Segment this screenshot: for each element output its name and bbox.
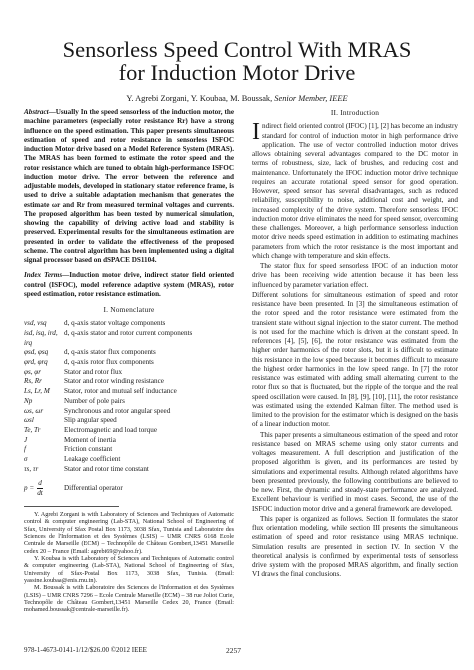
title-line-2: for Induction Motor Drive xyxy=(118,60,356,85)
nomenclature-description: Leakage coefficient xyxy=(64,455,121,464)
right-column xyxy=(252,108,458,580)
intro-paragraph-3: Different solutions for simultaneous estimation of speed and rotor resistance have been presented. In [3] the simultaneous estimation of the rotor speed and the rotor resistance were estimated from the transient state without signal injection to the stator current. The method is not used for the machine which is driven at the constant speed. In references [4], [5], [6], the rotor resistance was estimated from the higher order harmonics of the rotor slots, but it is difficult to estimate this resistance in the low speed because it becomes difficult to measure the highest order harmonics in the low speed range. In [7] the rotor resistance was estimated with adding small alternating current to the rotor flux so that is fluctuated, but the ripple of the torque and the real speed oscillation were caused. In [8], [9], [10], [11], the rotor resistance was estimated using the extended Kalman filter. The method used is limited to the provision for the estimator which is designed on the basis of a linear induction motor. xyxy=(252,290,458,429)
operator-description: Differential operator xyxy=(64,483,123,492)
nomenclature-symbol: ωs, ωr xyxy=(24,406,44,415)
nomenclature-symbol: Rs, Rr xyxy=(24,377,42,386)
nomenclature-description: Stator and rotor winding resistance xyxy=(64,377,164,386)
author-role: Senior Member, IEEE xyxy=(274,94,348,103)
operator-numerator: d xyxy=(37,479,43,489)
nomenclature-description: d, q-axis stator and rotor current components xyxy=(64,328,193,337)
nomenclature-symbol: f xyxy=(24,445,26,454)
nomenclature-symbol: ωsl xyxy=(24,416,34,425)
footnotes xyxy=(24,511,234,614)
paper-title xyxy=(0,38,474,84)
nomenclature-description: Stator and rotor flux xyxy=(64,367,123,376)
nomenclature-description: d, q-axis rotor flux components xyxy=(64,358,154,367)
nomenclature-row xyxy=(24,416,234,426)
nomenclature-heading: I. Nomenclature xyxy=(103,305,155,314)
nomenclature-description: Stator and rotor time constant xyxy=(64,464,149,473)
nomenclature-symbol: φrd, φrq xyxy=(24,358,48,367)
nomenclature-symbol: τs, τr xyxy=(24,464,39,473)
nomenclature-row xyxy=(24,465,234,475)
nomenclature-row xyxy=(24,397,234,407)
author-names: Y. Agrebi Zorgani, Y. Koubaa, M. Boussak, xyxy=(126,94,273,103)
nomenclature-row xyxy=(24,436,234,446)
introduction-heading: II. Introduction xyxy=(330,108,380,117)
intro-paragraph-1 xyxy=(252,119,458,261)
author-line xyxy=(0,94,474,103)
nomenclature-description: Number of pole pairs xyxy=(64,396,125,405)
nomenclature-description: d, q-axis stator voltage components xyxy=(64,319,166,328)
nomenclature-row xyxy=(24,358,234,368)
operator-p: p = xyxy=(24,483,35,492)
index-terms-label: Index Terms xyxy=(24,271,63,280)
operator-fraction xyxy=(37,479,43,499)
index-terms xyxy=(24,271,234,299)
nomenclature-symbol: Ls, Lr, M xyxy=(24,387,50,396)
differential-operator xyxy=(24,479,234,499)
nomenclature-description: d, q-axis stator flux components xyxy=(64,348,156,357)
page-number: 2257 xyxy=(226,646,241,655)
nomenclature-description: Slip angular speed xyxy=(64,416,117,425)
copyright-footer: 978-1-4673-0141-1/12/$26.00 ©2012 IEEE xyxy=(24,646,147,654)
abstract-text: —Usually In the speed sensorless of the induction motor, the machine parameters (especially rotor resistance Rr) have a strong influence on the speed estimation. This paper presents simultaneous estimation of speed and rotor resistance in sensorless ISFOC induction Motor drive based on a Model Reference System (MRAS). The MRAS has been formed to estimate the rotor speed and the rotor resistance which are tuned to obtain high-performance ISFOC induction motor drive. The error between the reference and adjustable models, developed in stationary stator reference frame, is used to drive a suitable adaptation mechanism that generates the estimate ωr and Rr from measured terminal voltages and currents. The proposed algorithm has been tested by numerical simulation, showing the capability of driving active load and stability is preserved. Experimental results for the simultaneous estimation are presented in order to validate the effectiveness of the proposed scheme. The control algorithm has been implemented using a digital signal processor based on dSPACE DS1104. xyxy=(24,108,234,264)
intro-paragraph-1-text: ndirect field oriented control (IFOC) [1], [2] has become an industry standard for control of induction motor in high performance drive application. The use of vector controlled induction motor drives allows obtaining several advantages compared to the DC motor in terms of robustness, size, lack of brushes, and reducing cost and maintenance. Unfortunately the IFOC induction motor drive technique requires an accurate rotational speed sensor for good operation. However, speed sensor has several disadvantages, such as reduced reliability, susceptibility to noise, additional cost and weight, and increased complexity of the drive system. Therefore sensorless IFOC induction motor drive eliminates the need for speed sensor, overcoming these challenges. Moreover, a high performance sensorless induction motor drive needs speed estimation in addition to estimating machines parameters from which the rotor resistance is the most important and which change with temperature and skin effects. xyxy=(252,122,458,260)
nomenclature-symbol: J xyxy=(24,435,28,444)
nomenclature-symbol: isd, isq, ird, irq xyxy=(24,328,58,347)
nomenclature-row xyxy=(24,426,234,436)
index-terms-text: —Induction motor drive, indirect stator field oriented control (ISFOC), model reference adaptive system (MRAS), rotor speed estimation, rotor resistance estimation. xyxy=(24,271,234,298)
nomenclature-row xyxy=(24,348,234,358)
intro-paragraph-2: The stator flux for speed sensorless IFOC of an induction motor drive has been receiving wide attention because it has been less influenced by parameter variation effect. xyxy=(252,262,458,289)
nomenclature-description: Synchronous and rotor angular speed xyxy=(64,406,171,415)
footnote-author-2: Y. Koubaa is with Laboratory of Sciences and Techniques of Automatic control & computer engineering (Lab-STA), National School of Engineering of Sfax, University of Sfax-Postal Box 1173, 3038 Sfax, Tunisia. (Email: yassine.koubaa@enis.rnu.tn). xyxy=(24,555,234,585)
nomenclature-symbol: Np xyxy=(24,396,33,405)
nomenclature-description: Electromagnetic and load torque xyxy=(64,425,157,434)
abstract xyxy=(24,108,234,265)
intro-paragraph-5: This paper is organized as follows. Section II formulates the stator flux orientation modeling, while section III presents the simultaneous estimation of speed and rotor resistance using MRAS technique. Simulation results are presented in section IV. In section V the theoretical analysis is confirmed by experimental tests of sensorless drive system with the proposed MRAS algorithm, and finally section VI draws the final conclusions. xyxy=(252,514,458,579)
nomenclature-symbol: φs, φr xyxy=(24,367,42,376)
operator-symbol xyxy=(24,479,64,499)
operator-denominator: dt xyxy=(37,488,43,497)
nomenclature-symbol: vsd, vsq xyxy=(24,319,47,328)
title-line-1: Sensorless Speed Control With MRAS xyxy=(62,37,412,62)
nomenclature-row xyxy=(24,319,234,329)
nomenclature-row xyxy=(24,368,234,378)
nomenclature-row xyxy=(24,387,234,397)
nomenclature-row xyxy=(24,445,234,455)
nomenclature-description: Stator, rotor and mutual self inductance xyxy=(64,387,177,396)
nomenclature-symbol: Te, Tr xyxy=(24,425,41,434)
drop-cap: I xyxy=(252,119,260,146)
nomenclature-symbol: σ xyxy=(24,455,28,464)
nomenclature-description: Moment of inertia xyxy=(64,435,116,444)
footnote-divider xyxy=(24,506,119,507)
footnote-author-1: Y. Agrebi Zorgani is with Laboratory of Sciences and Techniques of Automatic control & computer engineering (Lab-STA), National School of Engineering of Sfax, University of Sfax Postal Box 1173, 3038 Sfax, Tunisia and Laboratoire des Sciences de l'Information et des Systèmes (LSIS) – UMR CNRS 6168 Ecole Centrale de Marseille (ECM) – Technopôle de Château Gombert,13451 Marseille cedex 20 – France (Email: agrebi69@yahoo.fr). xyxy=(24,511,234,555)
nomenclature-description: Friction constant xyxy=(64,445,113,454)
nomenclature-row xyxy=(24,407,234,417)
nomenclature-symbol: φsd, φsq xyxy=(24,348,49,357)
abstract-label: Abstract xyxy=(24,108,49,116)
footnote-author-3: M. Boussak is with Laboratoire des Sciences de l'Information et des Systèmes (LSIS) – UMR CNRS 7296 – Ecole Centrale Marseille (ECM) – 38 rue Joliot Curie, Technopôle de Château Gombert,13451 Marseille Cedex 20, France (Email: mohamed.boussak@centrale-marseille.fr). xyxy=(24,584,234,614)
nomenclature-row xyxy=(24,377,234,387)
nomenclature-row xyxy=(24,455,234,465)
intro-paragraph-4: This paper presents a simultaneous estimation of the speed and rotor resistance based on MRAS scheme using only stator currents and voltages measurement. A full description and justification of the proposed algorithm is given, and its performances are tested by simulations and experimental results. Although related algorithms have been presented previously, the following contributions are believed to be new. First, the dynamic and steady-state performance are analyzed. Excellent behaviour is verified in most cases. Second, the use of the ISFOC induction motor drive and a general framework are developed. xyxy=(252,430,458,513)
left-column xyxy=(24,108,234,614)
nomenclature-row xyxy=(24,329,234,348)
nomenclature-table xyxy=(24,319,234,474)
